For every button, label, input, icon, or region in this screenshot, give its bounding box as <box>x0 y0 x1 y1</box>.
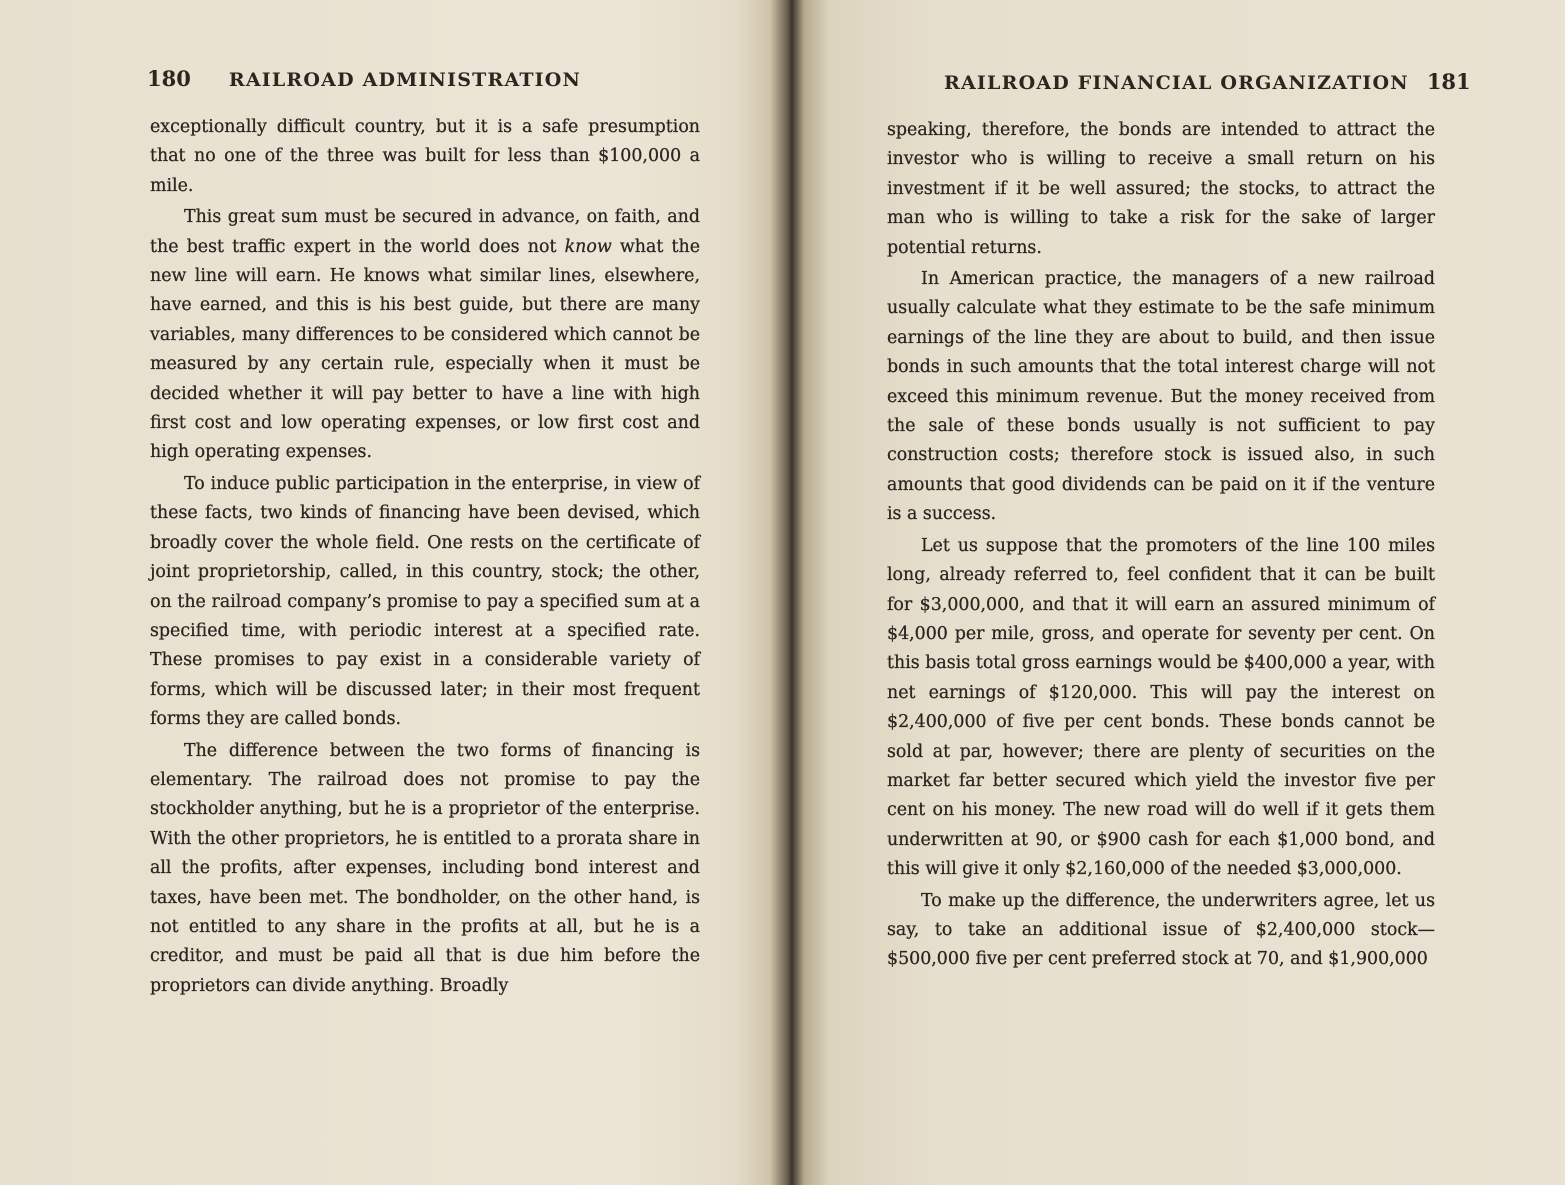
right-running-title: RAILROAD FINANCIAL ORGANIZATION <box>944 72 1409 94</box>
left-page-body <box>150 113 700 1001</box>
left-paragraph-4: The difference between the two forms of financing is elementary. The railroad does not promise to pay the stockholder anything, but he is a proprietor of the enterprise. With the other proprietors, he is entitled to a prorata share in all the profits, after expenses, including bond interest and taxes, have been met. The bondholder, on the other hand, is not entitled to any share in the profits at all, but he is a creditor, and must be paid all that is due him before the proprietors can divide anything. Broadly <box>150 740 700 996</box>
left-running-head <box>147 66 581 91</box>
right-page <box>796 0 1565 1185</box>
right-page-body <box>887 116 1435 975</box>
right-paragraph-3: Let us suppose that the promoters of the line 100 miles long, already referred to, feel confident that it can be built for $3,000,000, and that it will earn an assured minimum of $4,000 per mile, gross, and operate for seventy per cent. On this basis total gross earnings would be $400,000 a year, with net earnings of $120,000. This will pay the interest on $2,400,000 of five per cent bonds. These bonds cannot be sold at par, however; there are plenty of securities on the market far better secured which yield the investor five per cent on his money. The new road will do well if it gets them underwritten at 90, or $900 cash for each $1,000 bond, and this will give it only $2,160,000 of the needed $3,000,000. <box>887 535 1435 880</box>
right-running-head <box>944 69 1471 94</box>
left-page <box>0 0 780 1185</box>
left-paragraph-2: This great sum must be secured in advance, on faith, and the best traffic expert in the world does not know what the new line will earn. He knows what similar lines, elsewhere, have earned, and this is his best guide, but there are many variables, many differences to be considered which cannot be measured by any certain rule, especially when it must be decided whether it will pay better to have a line with high first cost and low operating expenses, or low first cost and high operating expenses. <box>150 207 700 463</box>
left-page-number: 180 <box>147 66 191 91</box>
right-paragraph-1: speaking, therefore, the bonds are intended to attract the investor who is willing to receive a small return on his investment if it be well assured; the stocks, to attract the man who is willing to take a risk for the sake of larger potential returns. <box>887 120 1435 258</box>
right-paragraph-2: In American practice, the managers of a new railroad usually calculate what they estimate to be the safe minimum earnings of the line they are about to build, and then issue bonds in such amounts that the total interest charge will not exceed this minimum revenue. But the money received from the sale of these bonds usually is not sufficient to pay construction costs; therefore stock is issued also, in such amounts that good dividends can be paid on it if the venture is a success. <box>887 269 1435 525</box>
left-paragraph-3: To induce public participation in the enterprise, in view of these facts, two kinds of financing have been devised, which broadly cover the whole field. One rests on the certificate of joint proprietorship, called, in this country, stock; the other, on the railroad company’s promise to pay a specified sum at a specified time, with periodic interest at a specified rate. These promises to pay exist in a considerable variety of forms, which will be discussed later; in their most frequent forms they are called bonds. <box>150 473 700 730</box>
right-page-number: 181 <box>1426 69 1471 94</box>
left-running-title: RAILROAD ADMINISTRATION <box>228 69 582 91</box>
left-paragraph-1: exceptionally difficult country, but it is a safe presumption that no one of the three was built for less than $100,000 a mile. <box>150 117 700 196</box>
emphasis-know: know <box>564 236 612 257</box>
right-paragraph-4: To make up the difference, the underwriters agree, let us say, to take an additional issue of $2,400,000 stock—$500,000 five per cent preferred stock at 70, and $1,900,000 <box>887 890 1435 970</box>
